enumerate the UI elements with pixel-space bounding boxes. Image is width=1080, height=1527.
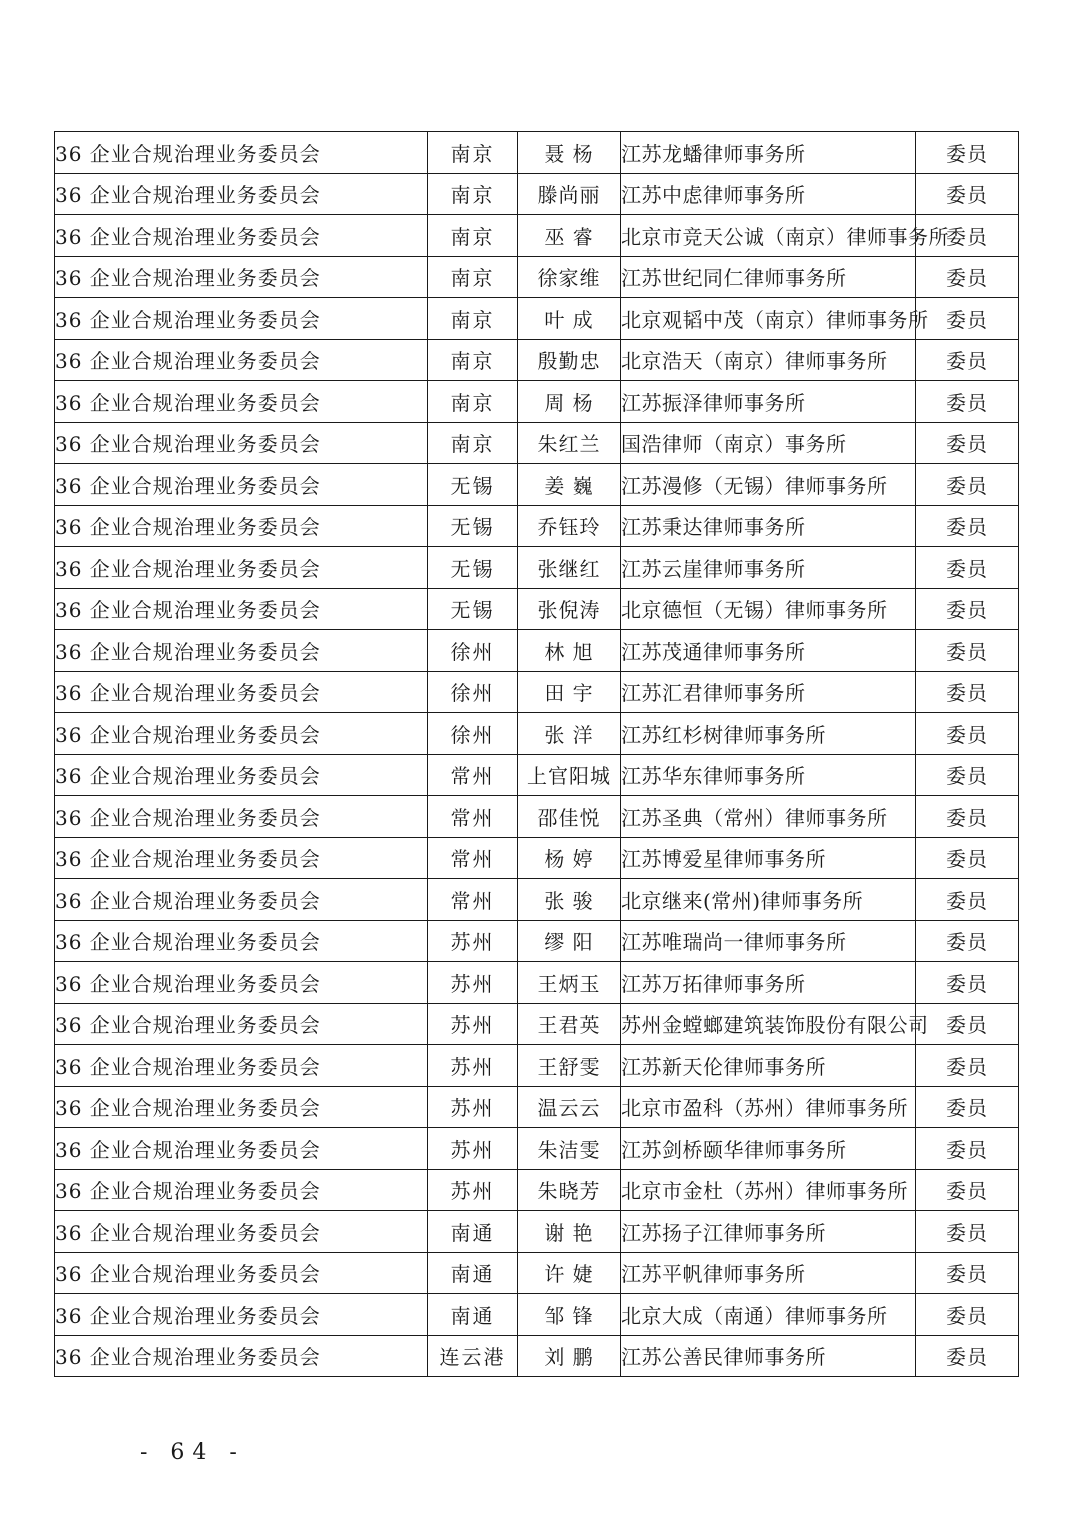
role-cell: 委员 [916,505,1019,547]
organization-cell: 江苏红杉树律师事务所 [621,713,916,755]
committee-cell: 36 企业合规治理业务委员会 [55,1003,428,1045]
committee-cell: 36 企业合规治理业务委员会 [55,671,428,713]
member-name-cell: 张倪涛 [518,588,621,630]
committee-cell: 36 企业合规治理业务委员会 [55,1086,428,1128]
city-cell: 南京 [428,132,518,174]
organization-cell: 北京浩天（南京）律师事务所 [621,339,916,381]
member-name-cell: 张 洋 [518,713,621,755]
table-row [55,1045,1019,1087]
role-cell: 委员 [916,298,1019,340]
role-cell: 委员 [916,588,1019,630]
committee-cell: 36 企业合规治理业务委员会 [55,962,428,1004]
member-name-cell: 刘 鹏 [518,1335,621,1377]
table-row [55,381,1019,423]
committee-cell: 36 企业合规治理业务委员会 [55,173,428,215]
city-cell: 苏州 [428,1169,518,1211]
role-cell: 委员 [916,879,1019,921]
member-name-cell: 王炳玉 [518,962,621,1004]
city-cell: 南通 [428,1294,518,1336]
city-cell: 徐州 [428,713,518,755]
member-name-cell: 林 旭 [518,630,621,672]
role-cell: 委员 [916,1003,1019,1045]
roster-table-body [55,132,1019,1377]
member-name-cell: 许 婕 [518,1252,621,1294]
city-cell: 南京 [428,381,518,423]
organization-cell: 江苏剑桥颐华律师事务所 [621,1128,916,1170]
table-row [55,754,1019,796]
table-row [55,630,1019,672]
city-cell: 无锡 [428,588,518,630]
role-cell: 委员 [916,1169,1019,1211]
role-cell: 委员 [916,837,1019,879]
organization-cell: 江苏新天伦律师事务所 [621,1045,916,1087]
city-cell: 常州 [428,879,518,921]
organization-cell: 江苏华东律师事务所 [621,754,916,796]
member-name-cell: 田 宇 [518,671,621,713]
role-cell: 委员 [916,713,1019,755]
organization-cell: 北京市盈科（苏州）律师事务所 [621,1086,916,1128]
city-cell: 苏州 [428,1128,518,1170]
committee-cell: 36 企业合规治理业务委员会 [55,837,428,879]
role-cell: 委员 [916,1335,1019,1377]
table-row [55,1169,1019,1211]
table-row [55,920,1019,962]
organization-cell: 苏州金螳螂建筑装饰股份有限公司 [621,1003,916,1045]
city-cell: 苏州 [428,1003,518,1045]
member-name-cell: 邹 锋 [518,1294,621,1336]
table-row [55,879,1019,921]
city-cell: 苏州 [428,962,518,1004]
committee-cell: 36 企业合规治理业务委员会 [55,215,428,257]
member-name-cell: 巫 睿 [518,215,621,257]
role-cell: 委员 [916,630,1019,672]
city-cell: 南京 [428,173,518,215]
organization-cell: 江苏扬子江律师事务所 [621,1211,916,1253]
role-cell: 委员 [916,1045,1019,1087]
table-row [55,671,1019,713]
role-cell: 委员 [916,1252,1019,1294]
organization-cell: 江苏秉达律师事务所 [621,505,916,547]
table-row [55,547,1019,589]
committee-cell: 36 企业合规治理业务委员会 [55,754,428,796]
city-cell: 徐州 [428,630,518,672]
organization-cell: 江苏唯瑞尚一律师事务所 [621,920,916,962]
member-roster-table [54,131,1019,1377]
table-row [55,962,1019,1004]
organization-cell: 江苏世纪同仁律师事务所 [621,256,916,298]
member-name-cell: 朱洁雯 [518,1128,621,1170]
table-row [55,132,1019,174]
role-cell: 委员 [916,1086,1019,1128]
role-cell: 委员 [916,422,1019,464]
city-cell: 常州 [428,796,518,838]
committee-cell: 36 企业合规治理业务委员会 [55,588,428,630]
committee-cell: 36 企业合规治理业务委员会 [55,630,428,672]
committee-cell: 36 企业合规治理业务委员会 [55,713,428,755]
member-name-cell: 乔钰玲 [518,505,621,547]
table-row [55,1086,1019,1128]
member-name-cell: 上官阳城 [518,754,621,796]
city-cell: 南京 [428,298,518,340]
member-name-cell: 叶 成 [518,298,621,340]
committee-cell: 36 企业合规治理业务委员会 [55,422,428,464]
city-cell: 苏州 [428,920,518,962]
organization-cell: 江苏公善民律师事务所 [621,1335,916,1377]
table-row [55,837,1019,879]
organization-cell: 江苏振泽律师事务所 [621,381,916,423]
organization-cell: 江苏平帆律师事务所 [621,1252,916,1294]
member-name-cell: 殷勤忠 [518,339,621,381]
organization-cell: 江苏云崖律师事务所 [621,547,916,589]
role-cell: 委员 [916,1128,1019,1170]
organization-cell: 江苏茂通律师事务所 [621,630,916,672]
committee-cell: 36 企业合规治理业务委员会 [55,1128,428,1170]
role-cell: 委员 [916,796,1019,838]
committee-cell: 36 企业合规治理业务委员会 [55,1252,428,1294]
member-name-cell: 姜 巍 [518,464,621,506]
table-row [55,505,1019,547]
organization-cell: 江苏漫修（无锡）律师事务所 [621,464,916,506]
committee-cell: 36 企业合规治理业务委员会 [55,505,428,547]
member-name-cell: 周 杨 [518,381,621,423]
role-cell: 委员 [916,1211,1019,1253]
member-name-cell: 朱晓芳 [518,1169,621,1211]
committee-cell: 36 企业合规治理业务委员会 [55,1169,428,1211]
organization-cell: 北京大成（南通）律师事务所 [621,1294,916,1336]
member-name-cell: 张 骏 [518,879,621,921]
role-cell: 委员 [916,754,1019,796]
committee-cell: 36 企业合规治理业务委员会 [55,339,428,381]
table-row [55,339,1019,381]
role-cell: 委员 [916,256,1019,298]
organization-cell: 江苏博爱星律师事务所 [621,837,916,879]
city-cell: 南京 [428,422,518,464]
organization-cell: 国浩律师（南京）事务所 [621,422,916,464]
organization-cell: 江苏万拓律师事务所 [621,962,916,1004]
page-number: - 64 - [140,1440,245,1465]
committee-cell: 36 企业合规治理业务委员会 [55,796,428,838]
committee-cell: 36 企业合规治理业务委员会 [55,464,428,506]
city-cell: 无锡 [428,505,518,547]
city-cell: 无锡 [428,547,518,589]
role-cell: 委员 [916,1294,1019,1336]
table-row [55,588,1019,630]
organization-cell: 北京德恒（无锡）律师事务所 [621,588,916,630]
organization-cell: 北京市金杜（苏州）律师事务所 [621,1169,916,1211]
table-row [55,464,1019,506]
member-name-cell: 朱红兰 [518,422,621,464]
table-row [55,422,1019,464]
role-cell: 委员 [916,962,1019,1004]
member-name-cell: 王君英 [518,1003,621,1045]
member-name-cell: 聂 杨 [518,132,621,174]
role-cell: 委员 [916,215,1019,257]
city-cell: 南通 [428,1211,518,1253]
role-cell: 委员 [916,671,1019,713]
city-cell: 徐州 [428,671,518,713]
table-row [55,1211,1019,1253]
committee-cell: 36 企业合规治理业务委员会 [55,547,428,589]
committee-cell: 36 企业合规治理业务委员会 [55,381,428,423]
city-cell: 无锡 [428,464,518,506]
committee-cell: 36 企业合规治理业务委员会 [55,1294,428,1336]
table-row [55,1003,1019,1045]
role-cell: 委员 [916,547,1019,589]
organization-cell: 北京继来(常州)律师事务所 [621,879,916,921]
organization-cell: 江苏圣典（常州）律师事务所 [621,796,916,838]
table-row [55,1128,1019,1170]
member-name-cell: 缪 阳 [518,920,621,962]
table-row [55,215,1019,257]
member-name-cell: 张继红 [518,547,621,589]
committee-cell: 36 企业合规治理业务委员会 [55,256,428,298]
city-cell: 常州 [428,754,518,796]
city-cell: 苏州 [428,1045,518,1087]
member-name-cell: 徐家维 [518,256,621,298]
table-row [55,1335,1019,1377]
city-cell: 连云港 [428,1335,518,1377]
organization-cell: 江苏龙蟠律师事务所 [621,132,916,174]
organization-cell: 北京市竞天公诚（南京）律师事务所 [621,215,916,257]
city-cell: 南京 [428,215,518,257]
committee-cell: 36 企业合规治理业务委员会 [55,1045,428,1087]
organization-cell: 北京观韬中茂（南京）律师事务所 [621,298,916,340]
committee-cell: 36 企业合规治理业务委员会 [55,920,428,962]
role-cell: 委员 [916,381,1019,423]
role-cell: 委员 [916,920,1019,962]
committee-cell: 36 企业合规治理业务委员会 [55,1211,428,1253]
role-cell: 委员 [916,339,1019,381]
table-row [55,796,1019,838]
city-cell: 常州 [428,837,518,879]
city-cell: 南京 [428,256,518,298]
organization-cell: 江苏汇君律师事务所 [621,671,916,713]
table-row [55,256,1019,298]
member-name-cell: 谢 艳 [518,1211,621,1253]
member-name-cell: 杨 婷 [518,837,621,879]
member-name-cell: 温云云 [518,1086,621,1128]
table-row [55,1252,1019,1294]
table-row [55,713,1019,755]
member-name-cell: 王舒雯 [518,1045,621,1087]
table-row [55,298,1019,340]
committee-cell: 36 企业合规治理业务委员会 [55,132,428,174]
role-cell: 委员 [916,464,1019,506]
table-row [55,173,1019,215]
member-name-cell: 邵佳悦 [518,796,621,838]
role-cell: 委员 [916,173,1019,215]
city-cell: 南通 [428,1252,518,1294]
organization-cell: 江苏中虑律师事务所 [621,173,916,215]
committee-cell: 36 企业合规治理业务委员会 [55,879,428,921]
city-cell: 苏州 [428,1086,518,1128]
city-cell: 南京 [428,339,518,381]
table-row [55,1294,1019,1336]
role-cell: 委员 [916,132,1019,174]
member-name-cell: 滕尚丽 [518,173,621,215]
committee-cell: 36 企业合规治理业务委员会 [55,298,428,340]
committee-cell: 36 企业合规治理业务委员会 [55,1335,428,1377]
